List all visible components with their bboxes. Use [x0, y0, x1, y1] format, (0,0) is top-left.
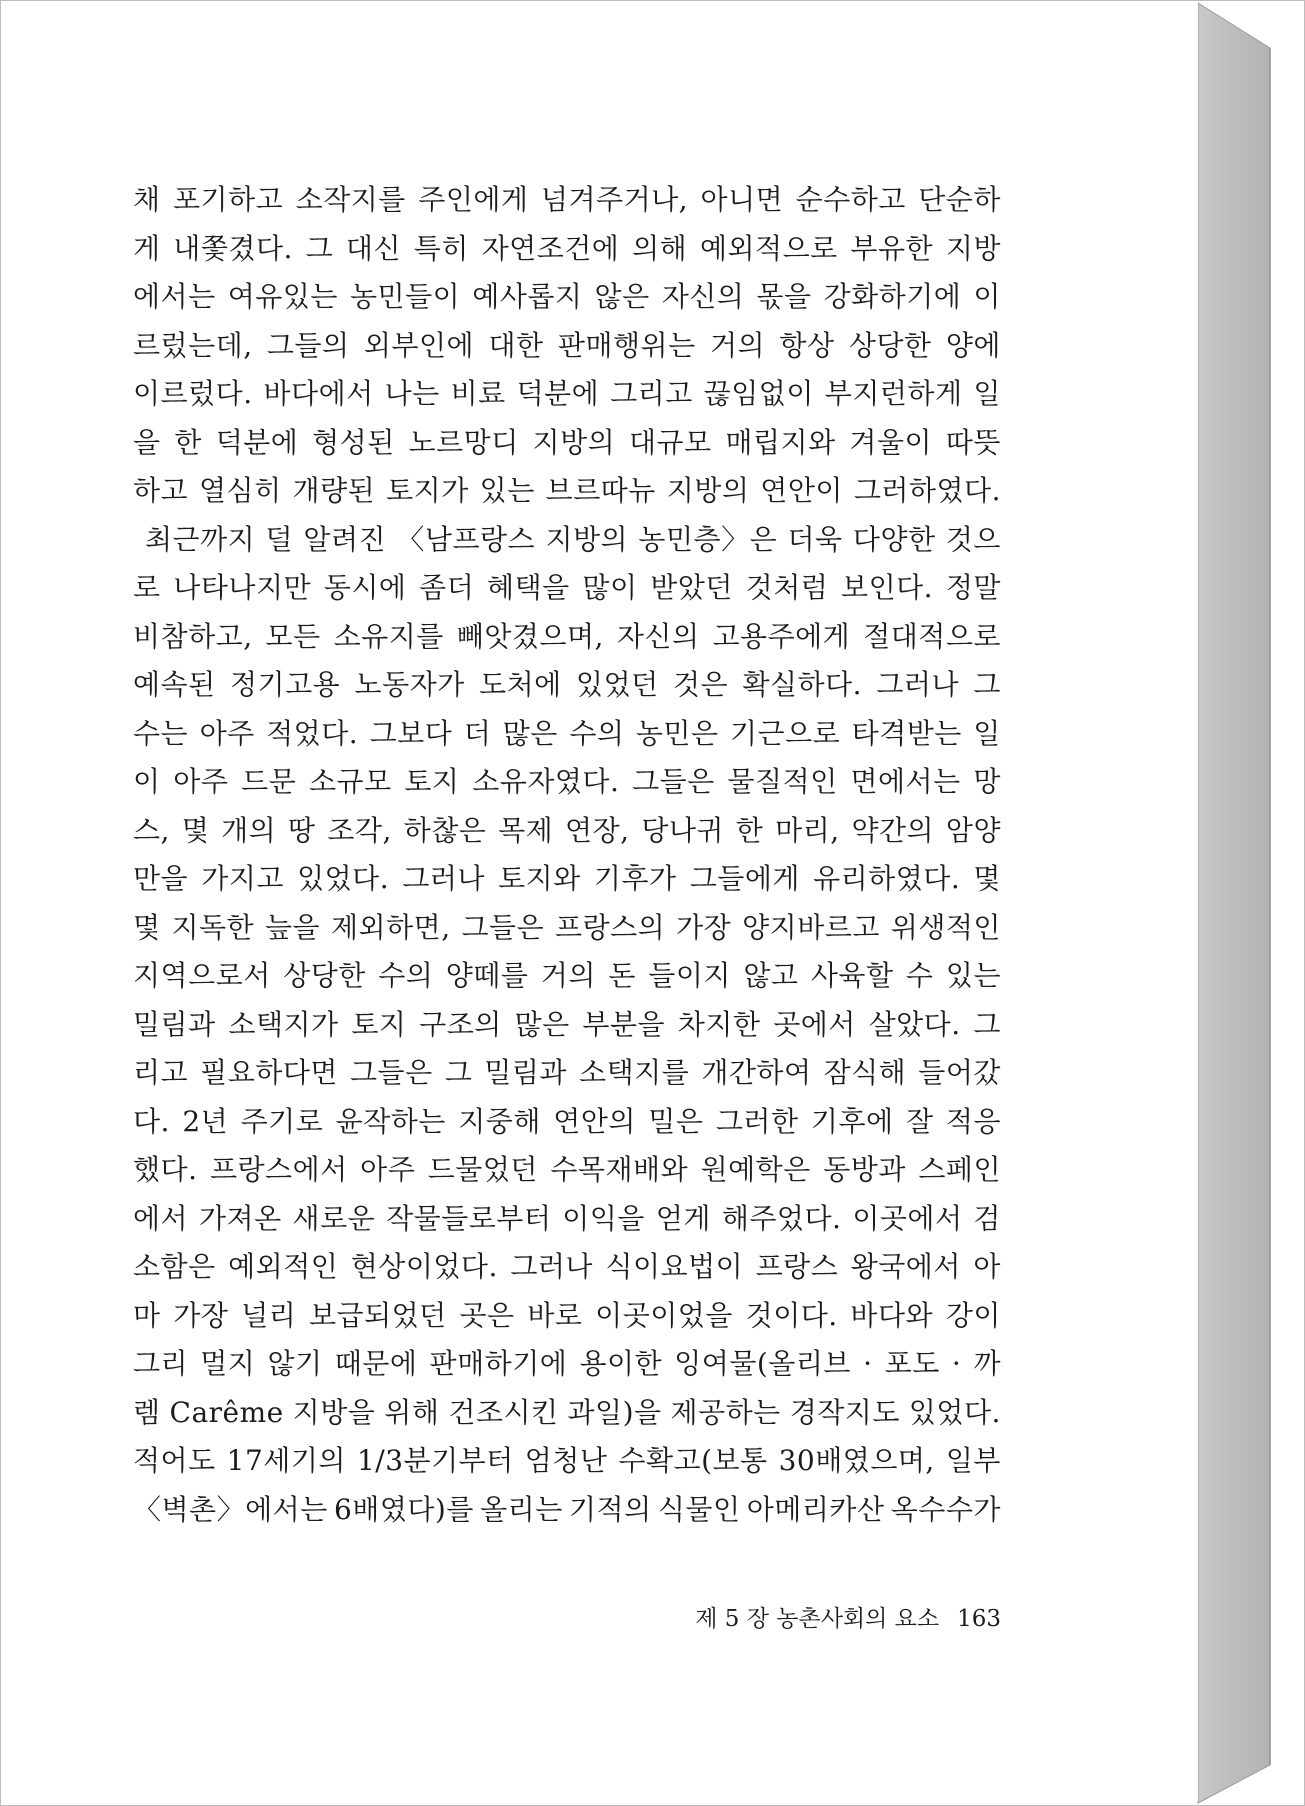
text-line: 채 포기하고 소작지를 주인에게 넘겨주거나, 아니면 순수하고 단순하 — [133, 183, 1001, 216]
text-line: 로 나타나지만 동시에 좀더 혜택을 많이 받았던 것처럼 보인다. 정말 — [133, 571, 1001, 604]
text-line: 다. 2년 주기로 윤작하는 지중해 연안의 밀은 그러한 기후에 잘 적응 — [133, 1104, 1001, 1138]
text-line: 하고 열심히 개량된 토지가 있는 브르따뉴 지방의 연안이 그러하였다. — [133, 474, 1001, 507]
page-number: 163 — [957, 1606, 1001, 1632]
text-line: 했다. 프랑스에서 아주 드물었던 수목재배와 원예학은 동방과 스페인 — [133, 1153, 1001, 1186]
text-line: 소함은 예외적인 현상이었다. 그러나 식이요법이 프랑스 왕국에서 아 — [133, 1250, 1001, 1283]
text-line: 스, 몇 개의 땅 조각, 하찮은 목제 연장, 당나귀 한 마리, 약간의 암양 — [133, 813, 1001, 847]
body-text — [133, 176, 1001, 1534]
text-line: 리고 필요하다면 그들은 그 밀림과 소택지를 개간하여 잠식해 들어갔 — [133, 1056, 1001, 1089]
text-line: 에서 가져온 새로운 작물들로부터 이익을 얻게 해주었다. 이곳에서 검 — [133, 1201, 1001, 1235]
text-line: 마 가장 널리 보급되었던 곳은 바로 이곳이었을 것이다. 바다와 강이 — [133, 1298, 1001, 1332]
text-line: 지역으로서 상당한 수의 양떼를 거의 돈 들이지 않고 사육할 수 있는 — [133, 959, 1001, 992]
text-line: 만을 가지고 있었다. 그러나 토지와 기후가 그들에게 유리하였다. 몇 — [133, 862, 1001, 895]
text-line: 몇 지독한 늪을 제외하면, 그들은 프랑스의 가장 양지바르고 위생적인 — [133, 910, 1001, 944]
text-line: 렘 Carême 지방을 위해 건조시킨 과일)을 제공하는 경작지도 있었다. — [133, 1395, 1001, 1429]
text-line: 게 내쫓겼다. 그 대신 특히 자연조건에 의해 예외적으로 부유한 지방 — [133, 231, 1001, 265]
text-line: 비참하고, 모든 소유지를 빼앗겼으며, 자신의 고용주에게 절대적으로 — [133, 619, 1001, 653]
text-line: 예속된 정기고용 노동자가 도처에 있었던 것은 확실하다. 그러나 그 — [133, 668, 1001, 701]
text-line: 이 아주 드문 소규모 토지 소유자였다. 그들은 물질적인 면에서는 망 — [133, 765, 1001, 798]
text-line: 을 한 덕분에 형성된 노르망디 지방의 대규모 매립지와 겨울이 따뜻 — [133, 425, 1001, 459]
text-line: 이르렀다. 바다에서 나는 비료 덕분에 그리고 끊임없이 부지런하게 일 — [133, 377, 1001, 410]
text-line: 르렀는데, 그들의 외부인에 대한 판매행위는 거의 항상 상당한 양에 — [133, 328, 1001, 362]
running-footer — [600, 1600, 1001, 1633]
chapter-title: 제 5 장 농촌사회의 요소 — [695, 1606, 940, 1632]
text-line: 그리 멀지 않기 때문에 판매하기에 용이한 잉여물(올리브 · 포도 · 까 — [133, 1347, 1001, 1380]
text-line: 〈벽촌〉에서는 6배였다)를 올리는 기적의 식물인 아메리카산 옥수수가 — [133, 1492, 1001, 1526]
text-line: 에서는 여유있는 농민들이 예사롭지 않은 자신의 몫을 강화하기에 이 — [133, 280, 1001, 313]
text-line: 밀림과 소택지가 토지 구조의 많은 부분을 차지한 곳에서 살았다. 그 — [133, 1007, 1001, 1041]
text-line: 수는 아주 적었다. 그보다 더 많은 수의 농민은 기근으로 타격받는 일 — [133, 716, 1001, 750]
text-line: 적어도 17세기의 1/3분기부터 엄청난 수확고(보통 30배였으며, 일부 — [133, 1444, 1001, 1477]
text-line: 최근까지 덜 알려진 〈남프랑스 지방의 농민층〉은 더욱 다양한 것으 — [145, 522, 1001, 556]
